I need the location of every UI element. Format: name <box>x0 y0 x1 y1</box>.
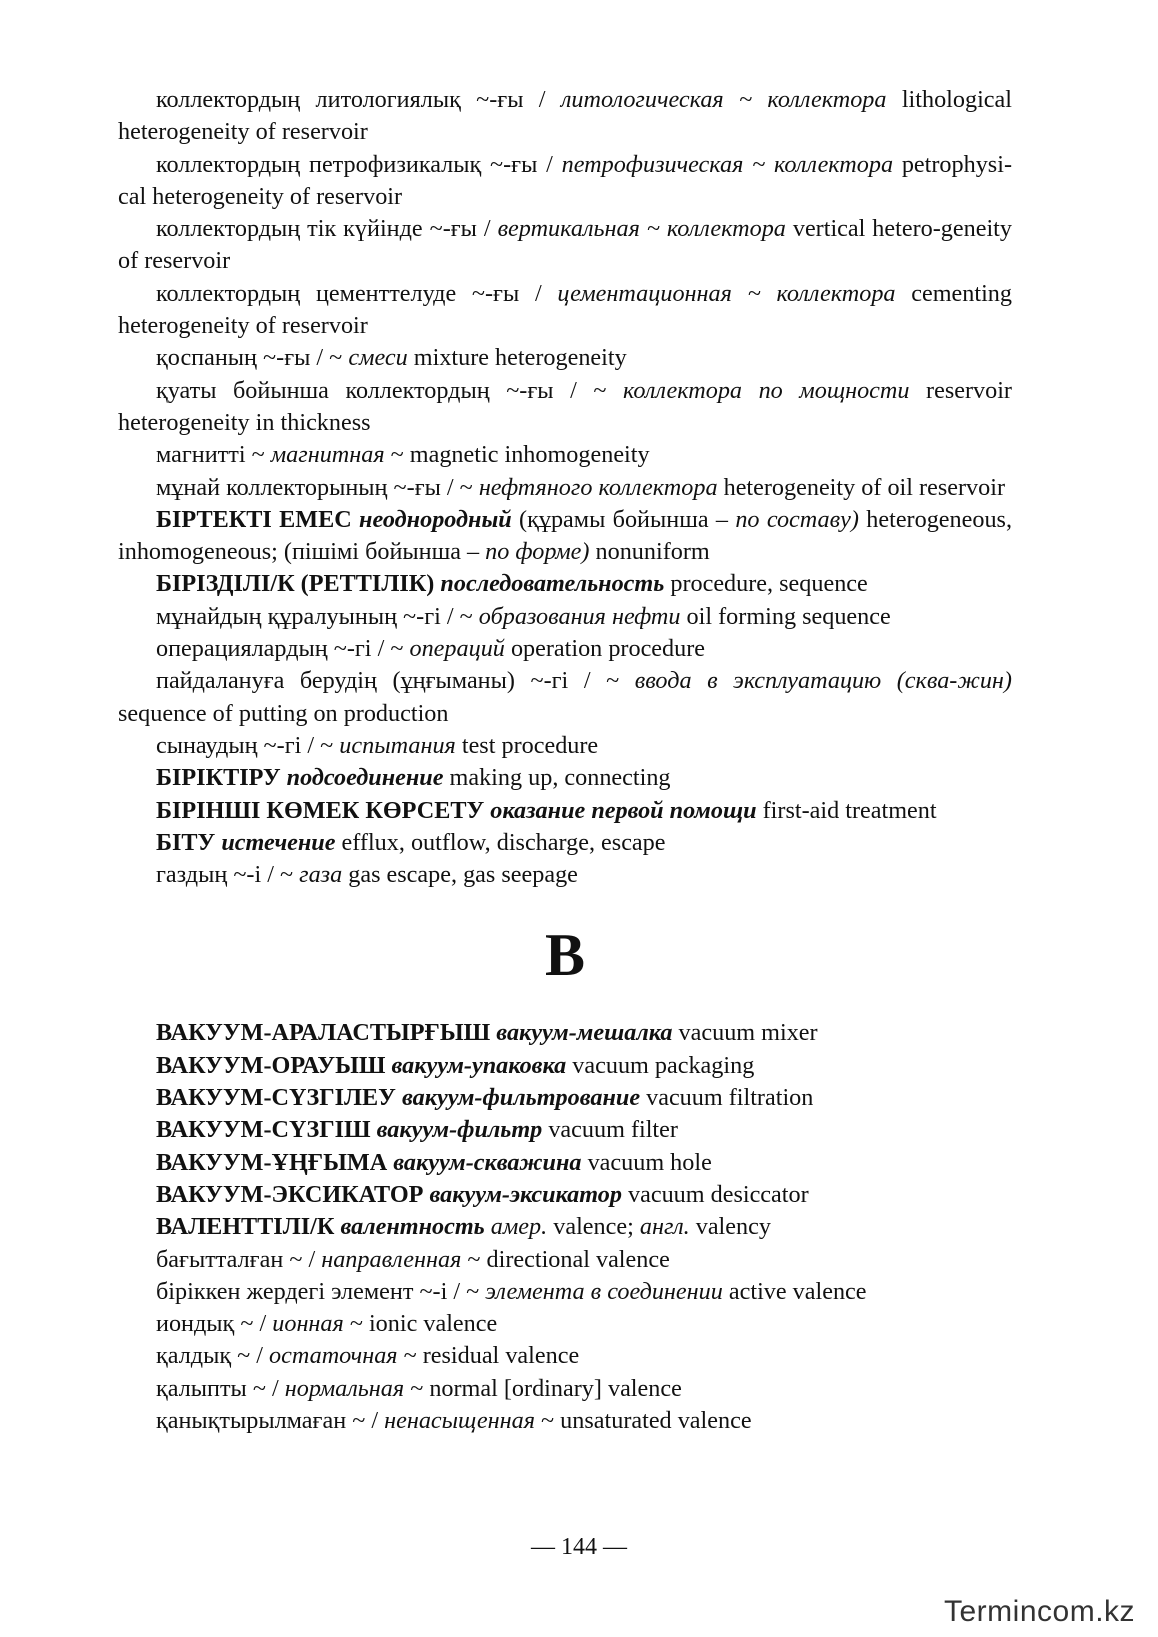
italic-term: операций <box>409 635 505 663</box>
dictionary-entry <box>118 149 1012 214</box>
dictionary-entry <box>118 827 1012 859</box>
entries-section-b-continued <box>118 84 1012 891</box>
dictionary-entry <box>118 1179 1012 1211</box>
entry-text: valence; <box>547 1213 640 1241</box>
dictionary-entry <box>118 504 1012 569</box>
entry-text: vacuum filtration <box>640 1084 814 1112</box>
italic-term: газа <box>299 861 343 889</box>
headword-translation: истечение <box>221 828 336 856</box>
dictionary-entry <box>118 213 1012 278</box>
headword: ВАКУУМ-ҰҢҒЫМА <box>156 1148 394 1176</box>
italic-term: амер. <box>490 1213 548 1241</box>
headword-translation: подсоединение <box>286 764 444 792</box>
entry-text: gas escape, gas seepage <box>342 861 578 889</box>
entry-text: heterogeneity of oil reservoir <box>717 473 1005 501</box>
entry-text: ~ normal [ordinary] valence <box>404 1374 682 1402</box>
headword-translation: вакуум-мешалка <box>496 1019 673 1047</box>
headword-translation: валентность <box>340 1213 485 1241</box>
entry-text: қанықтырылмаған ~ / <box>156 1406 385 1434</box>
italic-term: ненасыщенная <box>384 1406 535 1434</box>
headword: ВАКУУМ-ЭКСИКАТОР <box>156 1180 430 1208</box>
entry-text: пайдалануға берудің (ұңғыманы) ~-гі / ~ <box>156 667 635 695</box>
dictionary-entry <box>118 84 1012 149</box>
italic-term: цементационная ~ коллектора <box>557 279 896 307</box>
entry-text: газдың ~-і / ~ <box>156 861 300 889</box>
dictionary-entry <box>118 375 1012 440</box>
italic-term: коллектора по мощности <box>622 376 910 404</box>
entry-text: қоспаның ~-ғы / ~ <box>156 344 349 372</box>
entry-text: (құрамы бойынша – <box>511 505 736 533</box>
dictionary-entry <box>118 1050 1012 1082</box>
entry-text: vacuum desiccator <box>621 1180 809 1208</box>
dictionary-entry <box>118 859 1012 891</box>
entry-text: lithological heterogeneity of reservoir <box>118 86 1013 146</box>
entry-text: procedure, sequence <box>664 570 868 598</box>
dictionary-entry <box>118 278 1012 343</box>
headword: ВАКУУМ-АРАЛАСТЫРҒЫШ <box>156 1019 497 1047</box>
headword: ВАКУУМ-СҮЗГІШ <box>156 1116 377 1144</box>
italic-term: ионная <box>272 1310 344 1338</box>
dictionary-entry <box>118 1373 1012 1405</box>
dictionary-entry <box>118 1082 1012 1114</box>
dictionary-entry <box>118 1114 1012 1146</box>
headword-translation: оказание первой помощи <box>490 796 757 824</box>
entry-text: коллектордың цементтелуде ~-ғы / <box>156 279 558 307</box>
dictionary-entry <box>118 795 1012 827</box>
italic-term: смеси <box>348 344 408 372</box>
dictionary-entry <box>118 1276 1012 1308</box>
entry-text: cementing heterogeneity of reservoir <box>118 279 1012 340</box>
dictionary-entry <box>118 665 1012 730</box>
section-letter: В <box>544 922 586 989</box>
page-number: — 144 — <box>531 1534 627 1560</box>
entry-text: операциялардың ~-гі / ~ <box>156 635 410 663</box>
italic-term: направленная <box>321 1245 462 1273</box>
dictionary-entry <box>118 439 1012 471</box>
entry-text: біріккен жердегі элемент ~-і / ~ <box>156 1277 486 1305</box>
entry-text: reservoir heterogeneity in thickness <box>118 376 1012 436</box>
italic-term: магнитная <box>270 441 385 469</box>
site-watermark <box>944 1595 1135 1629</box>
entry-text: коллектордың петрофизикалық ~-ғы / <box>156 150 562 178</box>
entry-text: мұнайдың құралуының ~-гі / ~ <box>156 602 479 630</box>
headword: БІРІЗДІЛІ/К (РЕТТІЛІК) <box>156 570 441 598</box>
headword-translation: вакуум-скважина <box>393 1148 582 1176</box>
entry-text: heterogeneous, inhomogeneous; (пішімі бойынша – <box>118 505 1013 566</box>
entry-text: қалыпты ~ / <box>156 1374 285 1402</box>
entry-text: making up, connecting <box>443 764 671 792</box>
headword: БІРІНШІ КӨМЕК КӨРСЕТУ <box>156 796 491 824</box>
headword-translation: неоднородный <box>359 505 512 533</box>
italic-term: нефтяного коллектора <box>478 473 718 501</box>
italic-term: по составу) <box>735 505 859 533</box>
italic-term: ввода в эксплуатацию (сква-жин) <box>634 667 1012 695</box>
entry-text: efflux, outflow, discharge, escape <box>335 828 666 856</box>
headword: БІРІКТІРУ <box>156 764 287 792</box>
dictionary-entry <box>118 601 1012 633</box>
headword-translation: вакуум-фильтр <box>376 1116 543 1144</box>
dictionary-entry <box>118 730 1012 762</box>
entry-text: ~ directional valence <box>461 1245 670 1273</box>
entry-text: сынаудың ~-гі / ~ <box>156 731 340 759</box>
italic-term: испытания <box>339 731 456 759</box>
entry-text: vacuum packaging <box>566 1051 755 1079</box>
entry-text: коллектордың литологиялық ~-ғы / <box>156 86 561 113</box>
entry-text: vertical hetero-geneity of reservoir <box>118 215 1012 275</box>
entry-text: vacuum mixer <box>672 1019 818 1047</box>
entry-text: ~ residual valence <box>397 1342 580 1370</box>
dictionary-entry <box>118 568 1012 600</box>
entry-text: мұнай коллекторының ~-ғы / ~ <box>156 473 479 501</box>
entry-text: коллектордың тік күйінде ~-ғы / <box>156 215 498 243</box>
dictionary-page <box>118 84 1012 1437</box>
entry-text: vacuum filter <box>542 1116 678 1144</box>
dictionary-entry <box>118 1211 1012 1243</box>
dictionary-entry <box>118 1147 1012 1179</box>
entry-text: қалдық ~ / <box>156 1342 270 1370</box>
entry-text: vacuum hole <box>581 1148 712 1176</box>
entries-section-v <box>118 1017 1012 1437</box>
dictionary-entry <box>118 1308 1012 1340</box>
entry-text: бағытталған ~ / <box>156 1245 322 1273</box>
dictionary-entry <box>118 762 1012 794</box>
entry-text: ~ unsaturated valence <box>534 1406 752 1434</box>
italic-term: нормальная <box>284 1374 405 1402</box>
italic-term: англ. <box>639 1213 690 1241</box>
italic-term: петрофизическая ~ коллектора <box>561 150 894 178</box>
entry-text: active valence <box>722 1277 867 1305</box>
headword: БІТУ <box>156 828 222 856</box>
dictionary-entry <box>118 633 1012 665</box>
entry-text: nonuniform <box>589 538 710 566</box>
entry-text: қуаты бойынша коллектордың ~-ғы / ~ <box>156 376 623 404</box>
headword-translation: вакуум-упаковка <box>391 1051 567 1079</box>
headword: ВАКУУМ-СҮЗГІЛЕУ <box>156 1084 402 1112</box>
headword: ВАЛЕНТТІЛІ/К <box>156 1213 341 1241</box>
italic-term: образования нефти <box>478 602 681 630</box>
entry-text: oil forming sequence <box>680 602 891 630</box>
entry-text: operation procedure <box>504 635 706 663</box>
entry-text: valency <box>689 1213 771 1241</box>
entry-text: sequence of putting on production <box>118 699 449 727</box>
headword: БІРТЕКТІ ЕМЕС <box>156 505 360 533</box>
entry-text: магнитті ~ <box>156 441 271 469</box>
italic-term: литологическая ~ коллектора <box>560 86 887 113</box>
dictionary-entry <box>118 1017 1012 1049</box>
dictionary-entry <box>118 1340 1012 1372</box>
entry-text: ~ magnetic inhomogeneity <box>384 441 650 469</box>
entry-text: mixture heterogeneity <box>407 344 627 372</box>
entry-text: petrophysi-cal heterogeneity of reservoir <box>118 150 1012 210</box>
italic-term: по форме) <box>485 538 590 566</box>
entry-text: иондық ~ / <box>156 1310 273 1338</box>
entry-text: ~ ionic valence <box>343 1310 498 1338</box>
entry-text: first-aid treatment <box>756 796 937 824</box>
headword-translation: вакуум-эксикатор <box>429 1180 622 1208</box>
italic-term: элемента в соединении <box>485 1277 723 1305</box>
headword: ВАКУУМ-ОРАУЫШ <box>156 1051 392 1079</box>
italic-term: вертикальная ~ коллектора <box>497 215 786 243</box>
entry-text: test procedure <box>455 731 599 759</box>
dictionary-entry <box>118 1405 1012 1437</box>
headword-translation: вакуум-фильтрование <box>401 1084 641 1112</box>
headword-translation: последовательность <box>440 570 665 598</box>
dictionary-entry <box>118 342 1012 374</box>
italic-term: остаточная <box>269 1342 398 1370</box>
dictionary-entry <box>118 1244 1012 1276</box>
watermark-text: Termincom.kz <box>944 1595 1136 1628</box>
dictionary-entry <box>118 472 1012 504</box>
